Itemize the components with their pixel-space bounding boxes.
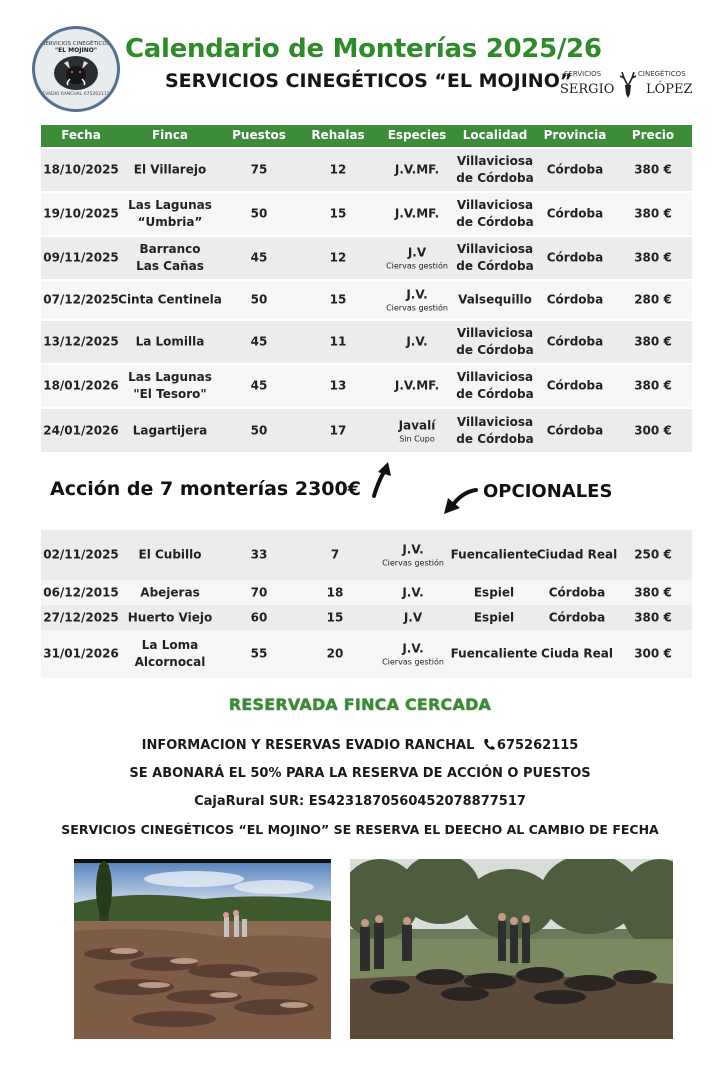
cell-provincia: Córdoba xyxy=(548,610,606,624)
cell-fecha: 07/12/2025 xyxy=(43,292,119,307)
cell-puestos: 70 xyxy=(250,585,268,599)
table-row xyxy=(41,605,692,630)
cell-puestos: 55 xyxy=(250,646,268,661)
brand-name-right: LÓPEZ xyxy=(646,82,693,97)
col-header-precio: Precio xyxy=(631,128,675,142)
cell-rehalas: 13 xyxy=(329,378,347,393)
cell-provincia: Ciudad Real xyxy=(536,547,618,562)
cell-fecha: 24/01/2026 xyxy=(43,423,119,437)
cell-localidad: Espiel xyxy=(473,585,515,599)
cell-finca: Huerto Viejo xyxy=(127,610,213,624)
cell-precio: 300 € xyxy=(634,423,672,437)
cell-rehalas: 15 xyxy=(329,292,347,307)
cell-precio: 380 € xyxy=(634,585,672,599)
brand-logo xyxy=(560,70,700,102)
cell-precio: 380 € xyxy=(634,610,672,624)
col-header-provincia: Provincia xyxy=(543,128,607,142)
table-row xyxy=(41,321,692,363)
col-header-puestos: Puestos xyxy=(232,128,286,142)
cell-finca: Las Lagunas "El Tesoro" xyxy=(128,370,212,401)
cell-localidad: Espiel xyxy=(473,610,515,624)
opcionales-label: OPCIONALES xyxy=(483,481,613,502)
phone-icon xyxy=(483,738,495,751)
cell-especies xyxy=(395,378,439,395)
stag-icon xyxy=(616,72,640,102)
col-header-finca: Finca xyxy=(151,128,189,142)
cell-puestos: 50 xyxy=(250,292,268,307)
cell-puestos: 45 xyxy=(250,334,268,349)
arrow-down-left-icon xyxy=(440,484,480,518)
table-row xyxy=(41,237,692,279)
especies-sub: Sin Cupo xyxy=(399,434,435,443)
club-logo xyxy=(32,26,120,112)
cell-finca: Cinta Centinela xyxy=(118,292,222,307)
cell-especies xyxy=(402,584,423,601)
table-row xyxy=(41,281,692,319)
info-line3: CajaRural SUR: ES4231870560452078877517 xyxy=(194,794,526,809)
cell-rehalas: 15 xyxy=(326,610,344,624)
table-row xyxy=(41,409,692,452)
accion-label: Acción de 7 monterías 2300€ xyxy=(50,478,361,500)
cell-fecha: 18/10/2025 xyxy=(43,162,119,177)
col-header-localidad: Localidad xyxy=(462,128,528,142)
info-line4: SERVICIOS CINEGÉTICOS “EL MOJINO” SE RESERVA EL DEECHO AL CAMBIO DE FECHA xyxy=(61,822,659,837)
cell-puestos: 33 xyxy=(250,547,268,562)
cell-rehalas: 7 xyxy=(330,547,340,562)
cell-provincia: Córdoba xyxy=(548,585,606,599)
hunt-photo-left xyxy=(74,859,331,1039)
cell-provincia: Córdoba xyxy=(546,423,604,437)
especies-main: J.V xyxy=(407,245,427,260)
cell-localidad: Villaviciosa de Córdoba xyxy=(456,242,534,273)
cell-precio: 250 € xyxy=(634,547,672,562)
optional-table xyxy=(41,530,692,678)
cell-provincia: Córdoba xyxy=(546,292,604,307)
especies-sub: Ciervas gestión xyxy=(382,558,444,568)
logo-line3: EVADIO RANCHAL 675262115 xyxy=(42,92,110,97)
cell-fecha: 09/11/2025 xyxy=(43,250,119,265)
especies-main: J.V. xyxy=(402,542,424,557)
cell-especies xyxy=(406,334,427,351)
cell-puestos: 75 xyxy=(250,162,268,177)
cell-finca: La Loma Alcornocal xyxy=(134,638,206,669)
table-row xyxy=(41,530,692,580)
cell-localidad: Fuencaliente xyxy=(450,646,538,661)
main-calendar-table xyxy=(41,125,692,452)
cell-fecha: 19/10/2025 xyxy=(43,206,119,221)
logo-line2: "EL MOJINO" xyxy=(55,47,97,54)
cell-provincia: Córdoba xyxy=(546,378,604,393)
cell-especies xyxy=(404,609,422,626)
table-row xyxy=(41,365,692,407)
cell-especies xyxy=(395,162,439,179)
boar-logo-icon xyxy=(54,56,98,90)
especies-main: J.V. xyxy=(402,585,424,599)
cell-localidad: Villaviciosa de Córdoba xyxy=(456,326,534,357)
cell-precio: 280 € xyxy=(634,292,672,307)
cell-localidad: Valsequillo xyxy=(458,292,532,307)
brand-top-left: SERVICIOS xyxy=(564,70,602,78)
cell-precio: 380 € xyxy=(634,378,672,393)
cell-precio: 380 € xyxy=(634,334,672,349)
info-line1 xyxy=(0,738,720,753)
cell-finca: El Cubillo xyxy=(138,547,202,562)
especies-sub: Ciervas gestión xyxy=(386,261,448,271)
page-subtitle: SERVICIOS CINEGÉTICOS “EL MOJINO” xyxy=(165,70,573,92)
cell-precio: 380 € xyxy=(634,250,672,265)
cell-finca: Lagartijera xyxy=(132,423,208,437)
cell-rehalas: 18 xyxy=(326,585,344,599)
cell-localidad: Villaviciosa de Córdoba xyxy=(456,198,534,229)
cell-provincia: Córdoba xyxy=(546,250,604,265)
arrow-up-icon xyxy=(368,460,398,500)
cell-especies xyxy=(386,287,448,314)
table-row xyxy=(41,149,692,191)
cell-localidad: Villaviciosa de Córdoba xyxy=(456,370,534,401)
cell-rehalas: 15 xyxy=(329,206,347,221)
cell-precio: 380 € xyxy=(634,162,672,177)
cell-finca: El Villarejo xyxy=(133,162,207,177)
cell-provincia: Ciuda Real xyxy=(541,646,613,661)
cell-especies xyxy=(395,206,439,223)
cell-rehalas: 12 xyxy=(329,162,347,177)
cell-localidad: Fuencaliente xyxy=(450,547,538,562)
cell-rehalas: 17 xyxy=(329,423,347,437)
col-header-rehalas: Rehalas xyxy=(311,128,365,142)
col-header-fecha: Fecha xyxy=(61,128,101,142)
cell-rehalas: 11 xyxy=(329,334,347,349)
cell-rehalas: 12 xyxy=(329,250,347,265)
cell-finca: Barranco Las Cañas xyxy=(136,242,204,273)
cell-provincia: Córdoba xyxy=(546,206,604,221)
especies-main: J.V.MF. xyxy=(394,206,440,221)
cell-fecha: 27/12/2025 xyxy=(43,610,119,624)
cell-fecha: 18/01/2026 xyxy=(43,378,119,393)
cell-puestos: 45 xyxy=(250,378,268,393)
cell-finca: Las Lagunas “Umbria” xyxy=(128,198,212,229)
especies-main: J.V. xyxy=(406,287,428,302)
phone-number: 675262115 xyxy=(496,738,579,753)
cell-fecha: 31/01/2026 xyxy=(43,646,119,661)
cell-precio: 380 € xyxy=(634,206,672,221)
especies-main: J.V.MF. xyxy=(394,378,440,393)
cell-puestos: 50 xyxy=(250,206,268,221)
cell-fecha: 06/12/2015 xyxy=(43,585,119,599)
cell-fecha: 13/12/2025 xyxy=(43,334,119,349)
col-header-especies: Especies xyxy=(387,128,447,142)
cell-localidad: Villaviciosa de Córdoba xyxy=(456,414,534,446)
table-row xyxy=(41,630,692,678)
especies-main: Javalí xyxy=(398,418,436,432)
especies-sub: Ciervas gestión xyxy=(382,657,444,667)
cell-especies xyxy=(386,245,448,272)
brand-name-left: SERGIO xyxy=(560,82,615,97)
especies-sub: Ciervas gestión xyxy=(386,303,448,313)
cell-puestos: 45 xyxy=(250,250,268,265)
table-row xyxy=(41,193,692,235)
cell-fecha: 02/11/2025 xyxy=(43,547,119,562)
cell-puestos: 60 xyxy=(250,610,268,624)
cell-localidad: Villaviciosa de Córdoba xyxy=(456,154,534,185)
cell-finca: La Lomilla xyxy=(135,334,205,349)
cell-rehalas: 20 xyxy=(326,646,344,661)
especies-main: J.V xyxy=(403,610,423,624)
logo-line1: SERVICIOS CINEGÉTICOS xyxy=(41,41,111,47)
cell-finca: Abejeras xyxy=(140,585,200,599)
cell-especies xyxy=(382,641,444,668)
cell-especies xyxy=(382,542,444,569)
cell-precio: 300 € xyxy=(634,646,672,661)
cell-puestos: 50 xyxy=(250,423,268,437)
reservada-label: RESERVADA FINCA CERCADA xyxy=(228,695,492,714)
cell-provincia: Córdoba xyxy=(546,162,604,177)
especies-main: J.V. xyxy=(402,641,424,656)
especies-main: J.V.MF. xyxy=(394,162,440,177)
page-title: Calendario de Monterías 2025/26 xyxy=(125,34,602,64)
cell-provincia: Córdoba xyxy=(546,334,604,349)
info-line1-text: INFORMACION Y RESERVAS EVADIO RANCHAL xyxy=(141,738,475,753)
table-header xyxy=(41,125,692,147)
info-line2: SE ABONARÁ EL 50% PARA LA RESERVA DE ACCIÓN O PUESTOS xyxy=(129,766,591,781)
hunt-photo-right xyxy=(350,859,673,1039)
cell-especies xyxy=(399,417,436,444)
brand-top-right: CINEGÉTICOS xyxy=(638,70,686,78)
table-row xyxy=(41,580,692,605)
especies-main: J.V. xyxy=(406,334,428,349)
